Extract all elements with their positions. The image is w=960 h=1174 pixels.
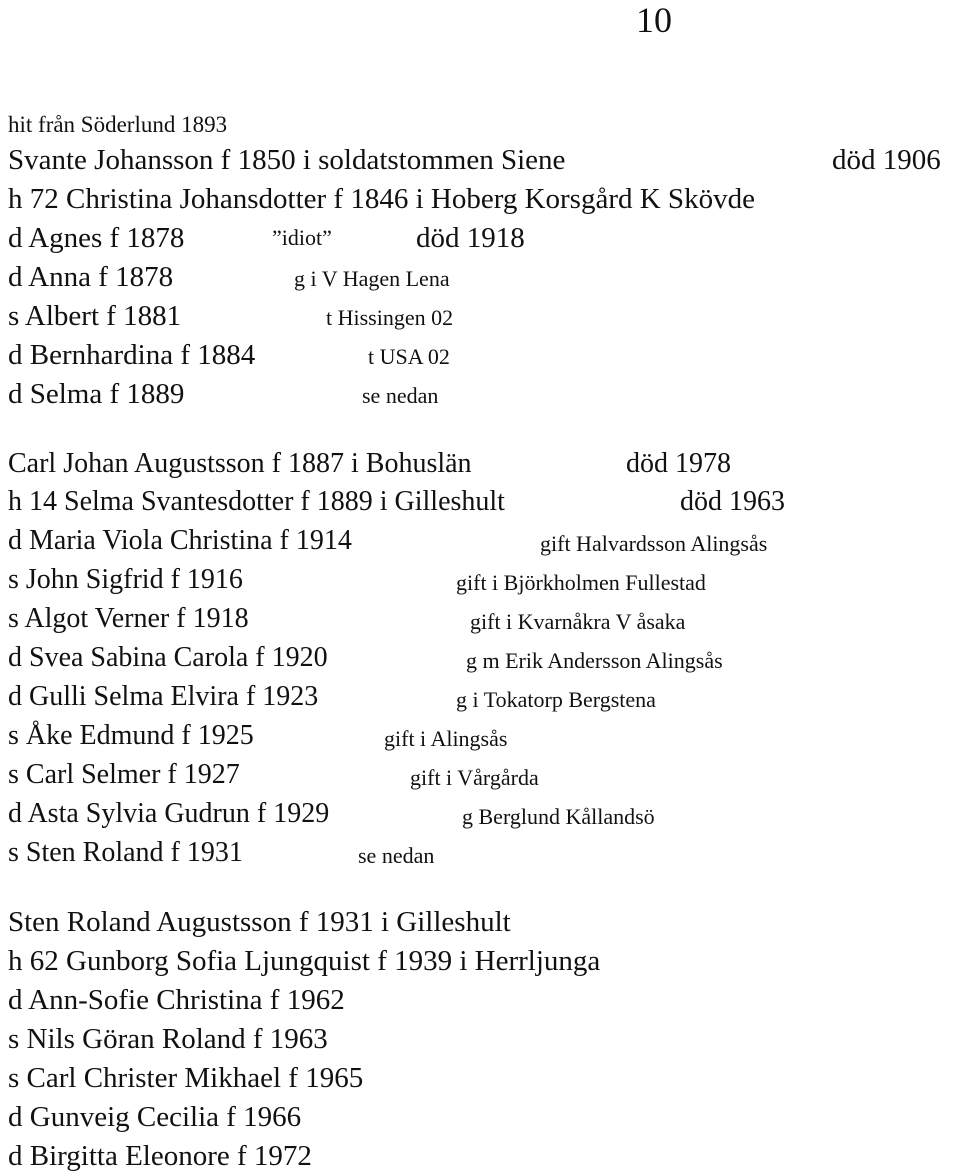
entry-child: d Birgitta Eleonore f 1972 <box>8 1140 312 1172</box>
death-note: död 1978 <box>626 448 731 479</box>
entry-child: s John Sigfrid f 1916 <box>8 564 243 595</box>
entry-spouse: h 72 Christina Johansdotter f 1846 i Hoberg Korsgård K Skövde <box>8 183 755 215</box>
death-note: död 1918 <box>416 222 525 254</box>
entry-child: d Anna f 1878 <box>8 261 174 293</box>
entry-child: d Ann-Sofie Christina f 1962 <box>8 984 345 1016</box>
entry-child: s Åke Edmund f 1925 <box>8 720 254 751</box>
page-number: 10 <box>636 0 672 40</box>
child-note: se nedan <box>358 843 435 868</box>
entry-child: d Maria Viola Christina f 1914 <box>8 525 352 556</box>
entry-child: d Agnes f 1878 <box>8 222 185 254</box>
entry-spouse: h 14 Selma Svantesdotter f 1889 i Gilleshult <box>8 486 505 517</box>
entry-child: d Gulli Selma Elvira f 1923 <box>8 681 319 712</box>
entry-child: s Albert f 1881 <box>8 300 182 332</box>
entry-child: s Sten Roland f 1931 <box>8 837 243 868</box>
child-note: gift i Alingsås <box>384 726 508 751</box>
child-note: gift i Björkholmen Fullestad <box>456 570 706 595</box>
child-note: ”idiot” <box>272 225 332 250</box>
child-note: gift i Kvarnåkra V åsaka <box>470 609 686 634</box>
child-note: gift i Vårgårda <box>410 765 539 790</box>
death-note: död 1906 <box>832 144 941 176</box>
child-note: g i V Hagen Lena <box>294 266 450 291</box>
entry-child: s Nils Göran Roland f 1963 <box>8 1023 328 1055</box>
entry-child: s Carl Selmer f 1927 <box>8 759 240 790</box>
entry-child: s Algot Verner f 1918 <box>8 603 249 634</box>
death-note: död 1963 <box>680 486 785 517</box>
entry-child: d Bernhardina f 1884 <box>8 339 256 371</box>
child-note: t USA 02 <box>368 344 450 369</box>
entry-child: s Carl Christer Mikhael f 1965 <box>8 1062 364 1094</box>
child-note: t Hissingen 02 <box>326 305 454 330</box>
child-note: gift Halvardsson Alingsås <box>540 531 768 556</box>
header-note: hit från Söderlund 1893 <box>8 112 228 137</box>
child-note: g i Tokatorp Bergstena <box>456 687 656 712</box>
child-note: se nedan <box>362 383 439 408</box>
child-note: g m Erik Andersson Alingsås <box>466 648 723 673</box>
entry-child: d Gunveig Cecilia f 1966 <box>8 1101 302 1133</box>
entry-child: d Selma f 1889 <box>8 378 185 410</box>
entry-head: Svante Johansson f 1850 i soldatstommen Siene <box>8 144 566 176</box>
entry-head: Sten Roland Augustsson f 1931 i Gilleshult <box>8 906 511 938</box>
child-note: g Berglund Kållandsö <box>462 804 655 829</box>
entry-child: d Asta Sylvia Gudrun f 1929 <box>8 798 330 829</box>
entry-child: d Svea Sabina Carola f 1920 <box>8 642 328 673</box>
entry-spouse: h 62 Gunborg Sofia Ljungquist f 1939 i Herrljunga <box>8 945 601 977</box>
entry-head: Carl Johan Augustsson f 1887 i Bohuslän <box>8 448 472 479</box>
